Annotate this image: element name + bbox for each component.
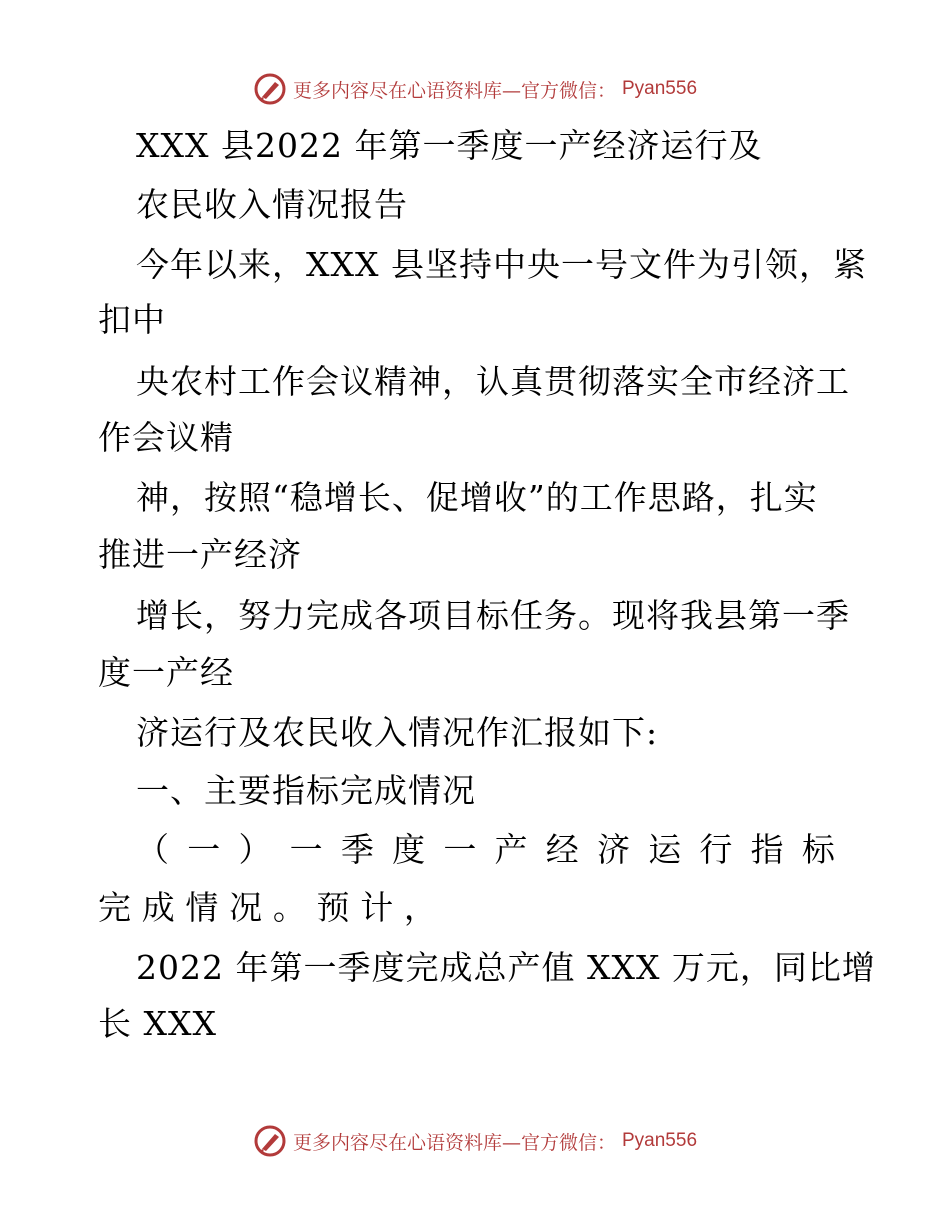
banner-wechat-id: Pyan556 [622,1130,698,1151]
heading-glyph: 一 [187,830,222,869]
paragraph-line: 济运行及农民收入情况作汇报如下: [136,713,659,752]
heading-glyph: ） [238,830,273,869]
heading-glyph: 产 [494,830,529,869]
paragraph-line: 2022 年第一季度完成总产值 XXX 万元，同比增 [136,948,876,987]
paragraph-line: 长 XXX [98,1004,217,1043]
heading-glyph: 行 [699,830,734,869]
banner-text: 更多内容尽在心语资料库—官方微信： [292,79,616,102]
paragraph-line: 增长，努力完成各项目标任务。现将我县第一季 [136,596,850,635]
paragraph-line: 推进一产经济 [98,535,302,574]
heading-glyph: 计 [360,888,395,927]
heading-glyph: （ [136,830,170,869]
heading-glyph: 。 [272,888,307,927]
heading-glyph: 完 [98,888,132,927]
pen-logo-icon [253,72,287,106]
subsection-heading-line-1 [136,830,836,870]
subsection-heading-line-2 [98,888,438,928]
section-heading: 一、主要指标完成情况 [136,771,476,810]
banner-text: 更多内容尽在心语资料库—官方微信： [292,1131,616,1154]
watermark-banner-bottom [0,1124,950,1158]
heading-glyph: 指 [750,830,785,869]
heading-glyph: 成 [141,888,176,927]
heading-glyph: 标 [801,830,836,869]
pen-logo-icon [253,1124,287,1158]
watermark-banner-top [0,72,950,106]
heading-glyph: 季 [340,830,375,869]
heading-glyph: 度 [392,830,427,869]
heading-glyph: 情 [185,888,220,927]
heading-glyph: 济 [596,830,631,869]
heading-glyph: 一 [443,830,478,869]
paragraph-line: 作会议精 [98,418,234,457]
heading-glyph: ， [403,888,438,927]
paragraph-line: 今年以来，XXX 县坚持中央一号文件为引领，紧 [136,245,867,284]
paragraph-line: 度一产经 [98,653,234,692]
banner-wechat-id: Pyan556 [622,78,698,99]
title-line-2: 农民收入情况报告 [136,185,408,224]
heading-glyph: 经 [545,830,580,869]
heading-glyph: 运 [648,830,683,869]
paragraph-line: 央农村工作会议精神，认真贯彻落实全市经济工 [136,362,850,401]
paragraph-line: 神，按照“稳增长、促增收”的工作思路，扎实 [136,478,818,517]
heading-glyph: 一 [289,830,324,869]
title-line-1: XXX 县2022 年第一季度一产经济运行及 [136,126,763,165]
heading-glyph: 预 [316,888,351,927]
heading-glyph: 况 [229,888,264,927]
paragraph-line: 扣中 [98,300,166,339]
